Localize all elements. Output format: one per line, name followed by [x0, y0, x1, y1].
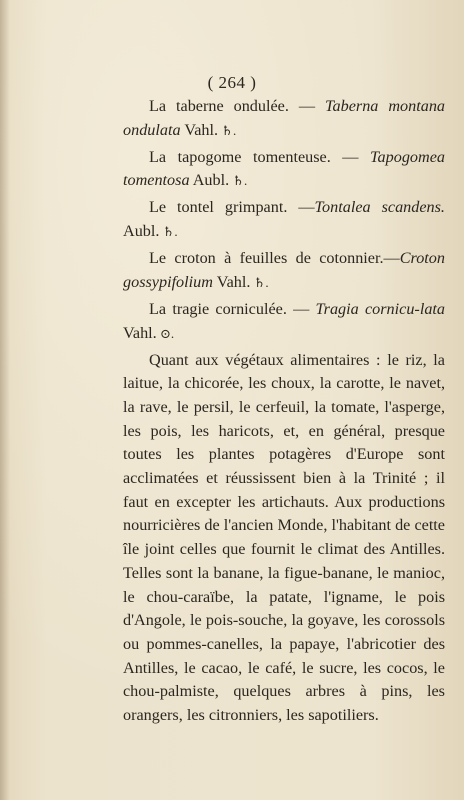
plant-entry — [123, 95, 445, 142]
common-name: Le tontel grimpant. — — [149, 198, 315, 217]
latin-name: Tontalea scandens. — [314, 198, 445, 217]
symbol: ♄. — [159, 224, 178, 240]
author-abbrev: Vahl. — [123, 323, 157, 342]
symbol: ♄. — [250, 274, 269, 290]
common-name: La tragie corniculée. — — [149, 299, 316, 318]
common-name: Le croton à feuilles de cotonnier.— — [149, 249, 400, 268]
gutter-shadow — [0, 0, 10, 800]
plant-entry — [123, 298, 445, 345]
latin-name: Tragia cornicu-lata — [315, 299, 445, 318]
common-name: La taberne ondulée. — — [149, 97, 326, 115]
author-abbrev: Aubl. — [189, 171, 230, 190]
latin-name: Croton gossypifolium — [123, 249, 445, 291]
author-abbrev: Vahl. — [212, 272, 251, 291]
plant-entry — [123, 196, 445, 243]
plant-entry — [123, 146, 445, 193]
latin-name: Tapogomea tomentosa — [123, 147, 445, 190]
page-text — [123, 95, 445, 728]
body-paragraph: Quant aux végétaux alimentaires : le riz, la laitue, la chicorée, les choux, la carotte, le navet, la rave, le persil, le cerfeuil, la tomate, l'asperge, les pois, les haricots, et, en général, presque toutes les plantes potagères d'Europe sont acclimatées et réussissent bien à la Trinité ; il faut en excepter les artichauts. Aux productions nourricières de l'ancien Monde, l'habitant de cette île joint celles que fournit le climat des Antilles. Telles sont la banane, la figue-banane, le manioc, le chou-caraïbe, la patate, l'igname, le pois d'Angole, le pois-souche, la goyave, les corossols ou pommes-canelles, la papaye, l'abricotier des Antilles, le cacao, le café, le sucre, les cocos, le chou-palmiste, quelques arbres à pins, les orangers, les citronniers, les sapotiliers. — [123, 350, 445, 725]
latin-name: Taberna montana ondulata — [123, 97, 446, 139]
plant-entry — [123, 247, 445, 294]
page-number: ( 264 ) — [207, 73, 257, 92]
symbol: ♄. — [229, 173, 248, 189]
symbol: ⊙. — [156, 325, 175, 341]
symbol: ♄. — [218, 122, 237, 138]
author-abbrev: Aubl. — [123, 222, 160, 241]
common-name: La tapogome tomenteuse. — — [149, 147, 371, 166]
author-abbrev: Vahl. — [180, 120, 219, 139]
